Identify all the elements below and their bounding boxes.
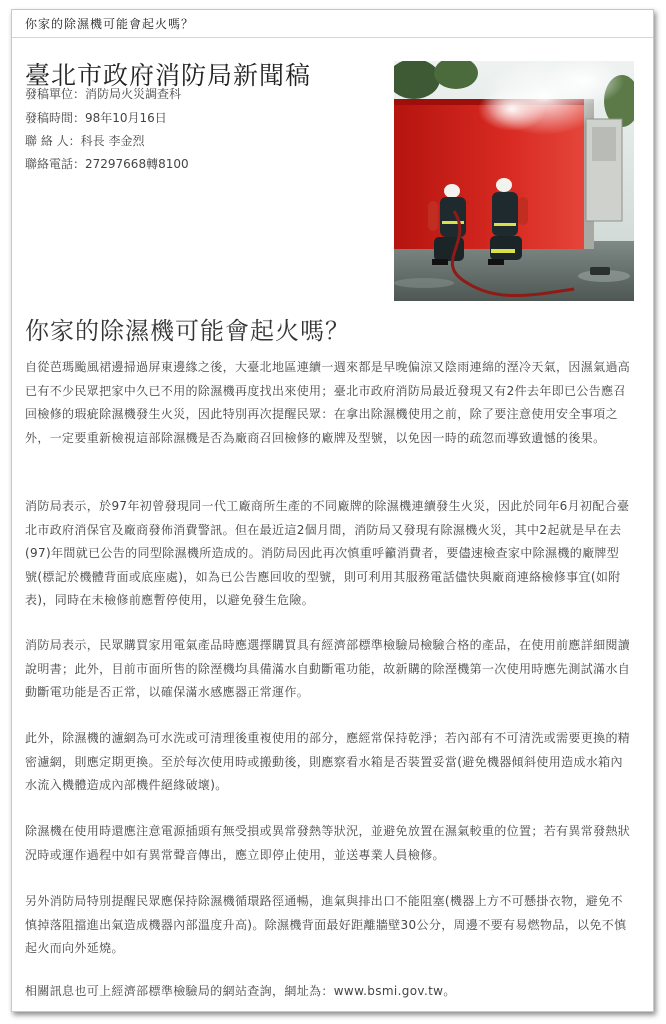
header-divider [12, 37, 653, 38]
paragraph-ventilation: 另外消防局特別提醒民眾應保持除濕機循環路徑通暢，進氣與排出口不能阻塞(機器上方不可懸掛衣物，避免不慎掉落阻擋進出氣造成機器內部溫度升高)。除濕機背面最好距離牆壁30公分，周邊不要有易燃物品，以免不慎起火而向外延燒。 [25, 894, 627, 955]
document-header-title: 你家的除濕機可能會起火嗎？ [25, 17, 195, 31]
meta-contact-phone: 聯絡電話：27297668轉8100 [25, 157, 189, 171]
meta-contact-person: 聯 絡 人：科長 李金烈 [25, 134, 145, 148]
paragraph-power-safety: 除濕機在使用時還應注意電源插頭有無受損或異常發熱等狀況，並避免放置在濕氣較重的位置；若有異常發熱狀況時或運作過程中如有異常聲音傳出，應立即停止使用，並送專業人員檢修。 [25, 824, 631, 862]
news-release-page [11, 9, 654, 1012]
paragraph-recall: 消防局表示，於97年初曾發現同一代工廠商所生產的不同廠牌的除濕機連續發生火災，因此於同年6月初配合臺北市政府消保官及廠商發佈消費警訊。但在最近這2個月間，消防局又發現有除濕機火災，其中2起就是早在去(97)年間就已公告的同型除濕機所造成的。消防局因此再次慎重呼籲消費者，要儘速檢查家中除濕機的廠牌型號(標記於機體背面或底座處)，如為已公告應回收的型號，則可利用其服務電話儘快與廠商連絡檢修事宜(如附表)，同時在未檢修前應暫停使用，以避免發生危險。 [25, 499, 630, 607]
meta-issuing-unit: 發稿單位：消防局火災調查科 [25, 87, 182, 101]
paragraph-filter-maintenance: 此外，除濕機的濾網為可水洗或可清理後重複使用的部分，應經常保持乾淨；若內部有不可清洗或需要更換的精密濾網，則應定期更換。至於每次使用時或搬動後，則應察看水箱是否裝置妥當(避免機器傾斜使用造成水箱內水流入機體造成內部機件絕緣破壞)。 [25, 731, 631, 792]
meta-release-date: 發稿時間：98年10月16日 [25, 111, 167, 125]
paragraph-more-info: 相關訊息也可上經濟部標準檢驗局的網站查詢，網址為：www.bsmi.gov.tw。 [25, 984, 456, 998]
paragraph-purchase-advice: 消防局表示，民眾購買家用電氣產品時應選擇購買具有經濟部標準檢驗局檢驗合格的產品，在使用前應詳細閱讀說明書；此外，目前市面所售的除溼機均具備滿水自動斷電功能，故新購的除溼機第一次使用時應先測試滿水自動斷電功能是否正常，以確保滿水感應器正常運作。 [25, 638, 631, 699]
article-headline: 你家的除濕機可能會起火嗎？ [25, 317, 350, 345]
firefighters-photo [394, 61, 634, 301]
release-title: 臺北市政府消防局新聞稿 [25, 61, 312, 90]
paragraph-intro: 自從芭瑪颱風裙邊掃過屏東邊緣之後，大臺北地區連續一週來都是早晚偏涼又陰雨連綿的溼冷天氣，因濕氣過高已有不少民眾把家中久已不用的除濕機再度找出來使用；臺北市政府消防局最近發現又有2件去年即已公告應召回檢修的瑕疵除濕機發生火災，因此特別再次提醒民眾：在拿出除濕機使用之前，除了要注意使用安全事項之外，一定要重新檢視這部除濕機是否為廠商召回檢修的廠牌及型號，以免因一時的疏忽而導致遺憾的後果。 [25, 360, 631, 445]
